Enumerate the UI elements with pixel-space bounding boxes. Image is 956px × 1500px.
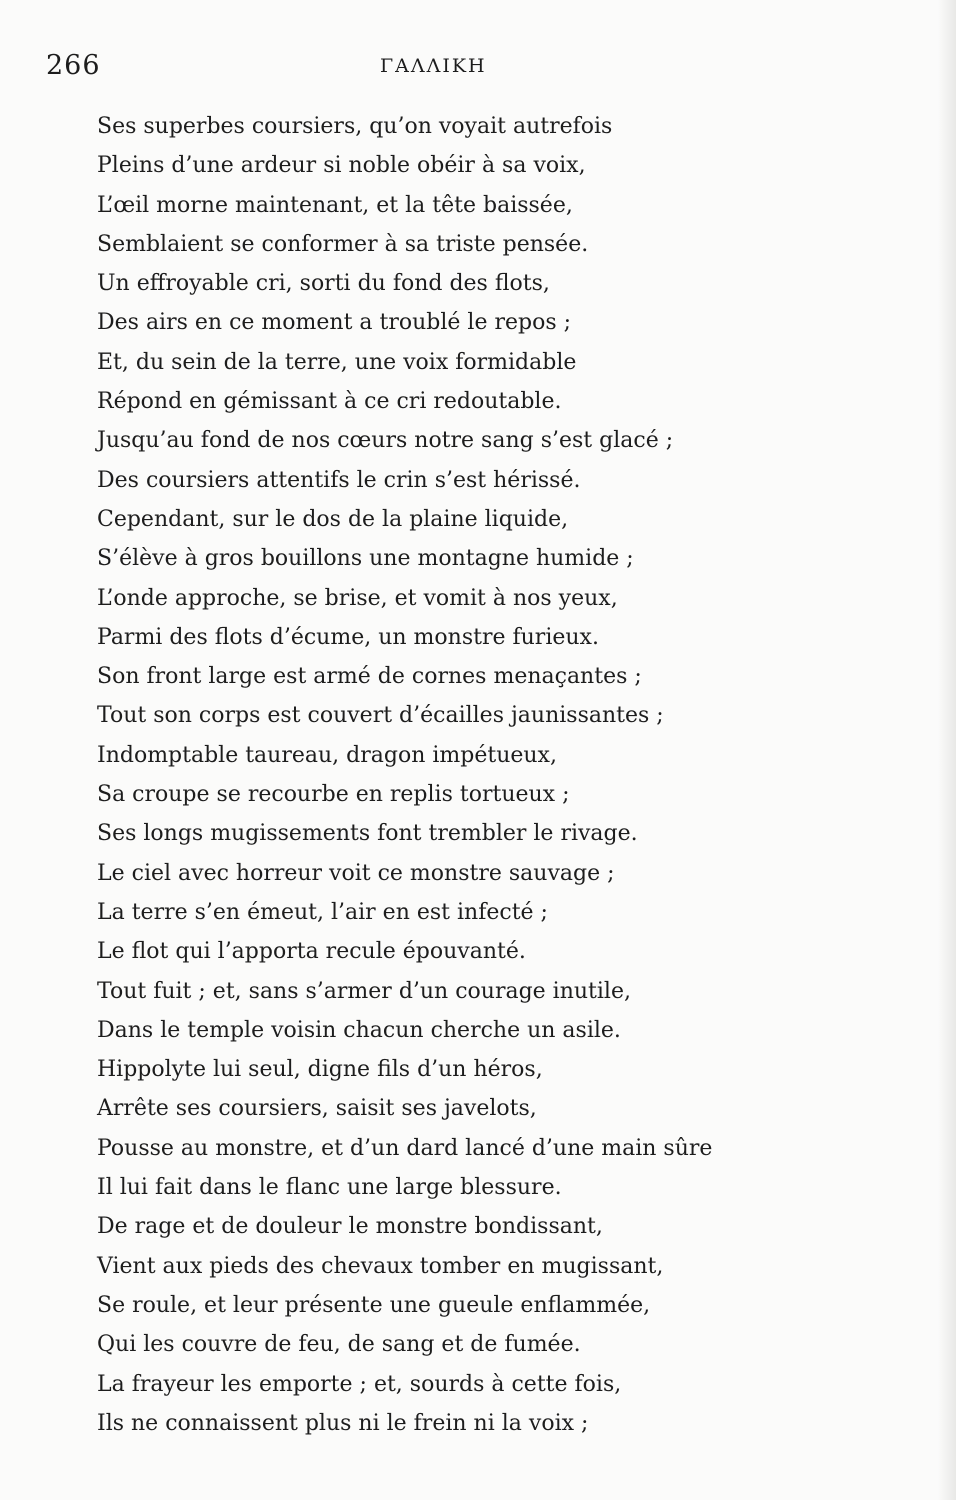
verse-line: Semblaient se conformer à sa triste pensée.: [97, 231, 589, 257]
verse-line: Le ciel avec horreur voit ce monstre sauvage ;: [97, 860, 615, 886]
verse-line: Un effroyable cri, sorti du fond des flots,: [97, 271, 550, 297]
verse-line: Des coursiers attentifs le crin s’est hérissé.: [97, 467, 581, 493]
verse-line: La frayeur les emporte ; et, sourds à cette fois,: [97, 1371, 622, 1397]
verse-line: Vient aux pieds des chevaux tomber en mugissant,: [97, 1253, 664, 1279]
poem-text: [97, 107, 857, 1443]
verse-line: Se roule, et leur présente une gueule enflammée,: [97, 1292, 651, 1318]
verse-line: Ses superbes coursiers, qu’on voyait autrefois: [97, 114, 613, 139]
verse-line: Qui les couvre de feu, de sang et de fumée.: [97, 1332, 581, 1358]
verse-line: Ses longs mugissements font trembler le rivage.: [97, 821, 638, 847]
verse-line: Hippolyte lui seul, digne fils d’un héros,: [97, 1057, 543, 1083]
verse-line: Sa croupe se recourbe en replis tortueux ;: [97, 782, 570, 808]
verse-line: Tout son corps est couvert d’écailles jaunissantes ;: [97, 703, 664, 729]
running-head: ΓΑΛΛΙΚΗ: [380, 55, 487, 77]
verse-line: De rage et de douleur le monstre bondissant,: [97, 1214, 603, 1240]
verse-line: S’élève à gros bouillons une montagne humide ;: [97, 546, 634, 572]
page-number: 266: [46, 50, 101, 81]
verse-line: Cependant, sur le dos de la plaine liquide,: [97, 506, 569, 532]
verse-line: Pleins d’une ardeur si noble obéir à sa voix,: [97, 153, 586, 179]
verse-line: Dans le temple voisin chacun cherche un asile.: [97, 1017, 621, 1043]
verse-line: Il lui fait dans le flanc une large blessure.: [97, 1175, 562, 1201]
verse-line: L’œil morne maintenant, et la tête baissée,: [97, 192, 573, 218]
verse-line: L’onde approche, se brise, et vomit à nos yeux,: [97, 585, 618, 611]
verse-line: Son front large est armé de cornes menaçantes ;: [97, 664, 642, 690]
verse-line: La terre s’en émeut, l’air en est infecté ;: [97, 899, 548, 925]
verse-line: Des airs en ce moment a troublé le repos ;: [97, 310, 572, 336]
verse-line: Jusqu’au fond de nos cœurs notre sang s’est glacé ;: [97, 428, 674, 454]
page-edge-shadow: [938, 0, 956, 1500]
verse-line: Répond en gémissant à ce cri redoutable.: [97, 389, 562, 415]
verse-line: Arrête ses coursiers, saisit ses javelots,: [97, 1096, 537, 1122]
page-header: [0, 50, 956, 84]
verse-line: Et, du sein de la terre, une voix formidable: [97, 349, 577, 375]
verse-line: Tout fuit ; et, sans s’armer d’un courage inutile,: [97, 978, 631, 1004]
verse-line: Indomptable taureau, dragon impétueux,: [97, 742, 557, 768]
verse-line: Parmi des flots d’écume, un monstre furieux.: [97, 624, 599, 650]
verse-line: Le flot qui l’apporta recule épouvanté.: [97, 939, 526, 965]
verse-line: Pousse au monstre, et d’un dard lancé d’une main sûre: [97, 1135, 713, 1161]
verse-line: Ils ne connaissent plus ni le frein ni la voix ;: [97, 1410, 589, 1436]
